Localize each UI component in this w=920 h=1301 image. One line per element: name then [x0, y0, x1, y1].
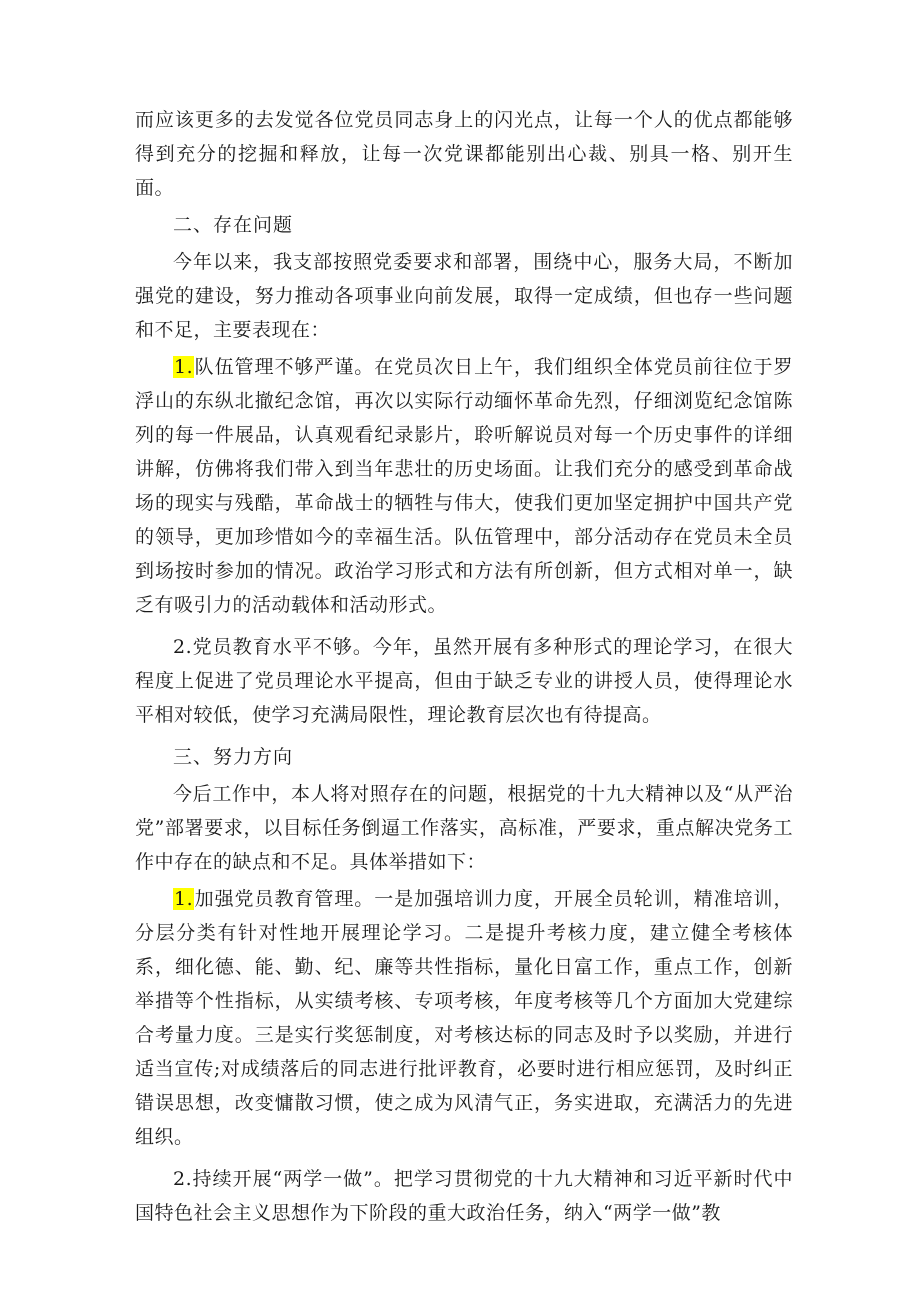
- paragraph-direction-intro: [135, 777, 793, 879]
- paragraph-text: 持续开展“两学一做”。把学习贯彻党的十九大精神和习近平新时代中国特色社会主义思想作为下阶段的重大政治任务，纳入“两学一做”教: [135, 1168, 793, 1224]
- list-number: 2.: [173, 1168, 193, 1190]
- paragraph-text: 而应该更多的去发觉各位党员同志身上的闪光点，让每一个人的优点都能够得到充分的挖掘和释放，让每一次党课都能别出心裁、别具一格、别开生面。: [135, 109, 793, 199]
- paragraph-continuation: [135, 103, 793, 205]
- paragraph-team-management: [135, 350, 793, 622]
- paragraph-text: 今年以来，我支部按照党委要求和部署，围绕中心，服务大局，不断加强党的建设，努力推动各项事业向前发展，取得一定成绩，但也存一些问题和不足，主要表现在：: [135, 251, 793, 341]
- list-number: 2.: [173, 636, 193, 658]
- paragraph-text: 队伍管理不够严谨。在党员次日上午，我们组织全体党员前往位于罗浮山的东纵北撤纪念馆，再次以实际行动缅怀革命先烈，仔细浏览纪念馆陈列的每一件展品，认真观看纪录影片，聆听解说员对每一个历史事件的详细讲解，仿佛将我们带入到当年悲壮的历史场面。让我们充分的感受到革命战场的现实与残酷，革命战士的牺牲与伟大，使我们更加坚定拥护中国共产党的领导，更加珍惜如今的幸福生活。队伍管理中，部分活动存在党员未全员到场按时参加的情况。政治学习形式和方法有所创新，但方式相对单一，缺乏有吸引力的活动载体和活动形式。: [135, 356, 793, 616]
- heading-text: 二、存在问题: [173, 214, 294, 236]
- heading-text: 三、努力方向: [173, 746, 294, 768]
- paragraph-text: 今后工作中，本人将对照存在的问题，根据党的十九大精神以及“从严治党”部署要求，以目标任务倒逼工作落实，高标准，严要求，重点解决党务工作中存在的缺点和不足。具体举措如下：: [135, 783, 793, 873]
- highlighted-list-number: 1.: [174, 356, 194, 378]
- paragraph-text: 党员教育水平不够。今年，虽然开展有多种形式的理论学习，在很大程度上促进了党员理论水平提高，但由于缺乏专业的讲授人员，使得理论水平相对较低，使学习充满局限性，理论教育层次也有待提高。: [135, 636, 793, 726]
- highlighted-list-number: 1.: [174, 888, 194, 910]
- paragraph-strengthen-education: [135, 882, 793, 1154]
- paragraph-two-studies: [135, 1162, 793, 1230]
- section-heading-direction: [135, 740, 793, 774]
- paragraph-problems-intro: [135, 245, 793, 347]
- paragraph-education-level: [135, 630, 793, 732]
- section-heading-problems: [135, 208, 793, 242]
- paragraph-text: 加强党员教育管理。一是加强培训力度，开展全员轮训，精准培训，分层分类有针对性地开展理论学习。二是提升考核力度，建立健全考核体系，细化德、能、勤、纪、廉等共性指标，量化日富工作，重点工作，创新举措等个性指标，从实绩考核、专项考核，年度考核等几个方面加大党建综合考量力度。三是实行奖惩制度，对考核达标的同志及时予以奖励，并进行适当宣传;对成绩落后的同志进行批评教育，必要时进行相应惩罚，及时纠正错误思想，改变慵散习惯，使之成为风清气正，务实进取，充满活力的先进组织。: [135, 888, 793, 1148]
- document-body: [135, 103, 793, 1230]
